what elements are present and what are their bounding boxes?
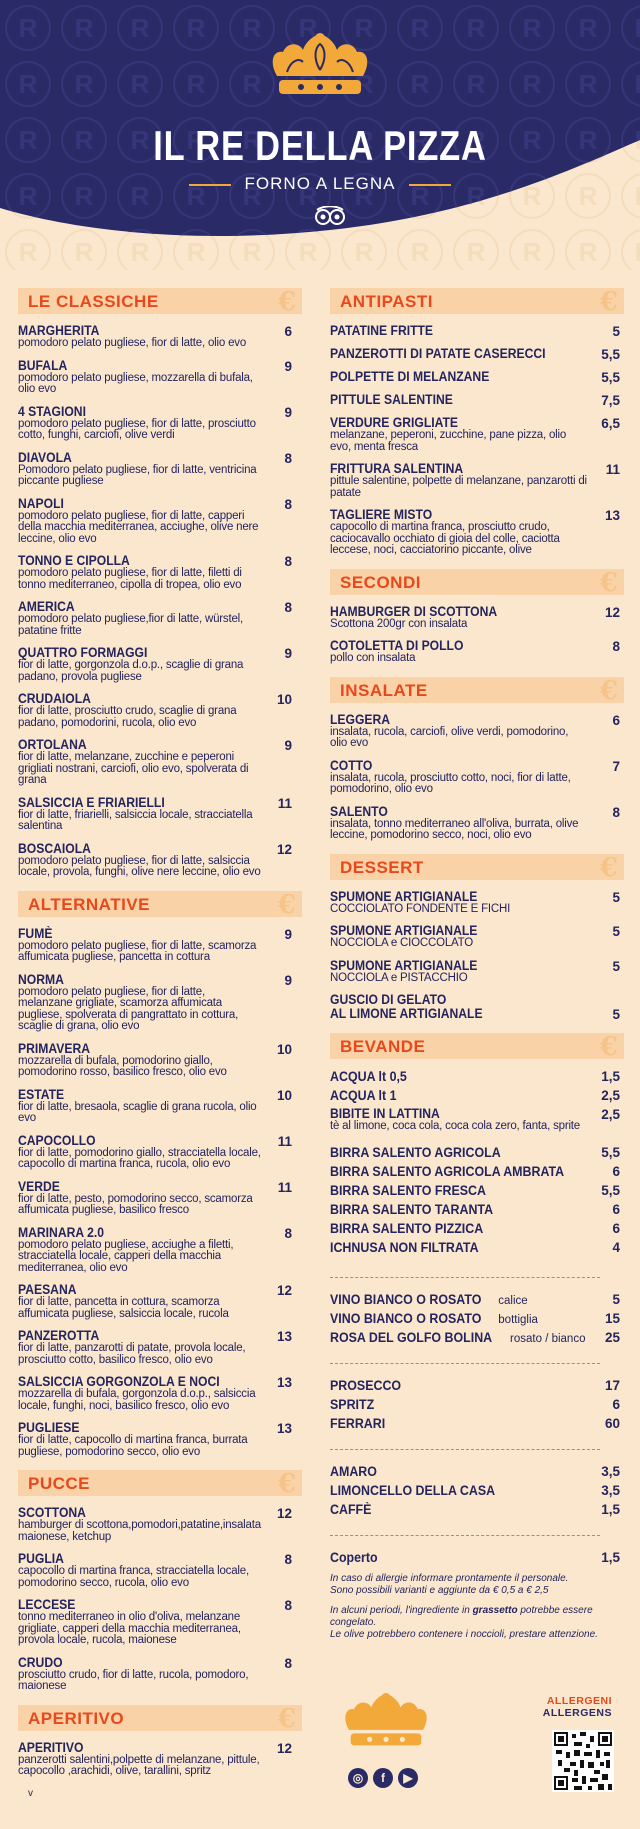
divider <box>330 1535 600 1536</box>
menu-section <box>18 288 302 879</box>
section-title: INSALATE <box>340 680 428 700</box>
item-price: 5,5 <box>601 347 620 362</box>
item-name: PANZEROTTI DI PATATE CASERECCI <box>330 346 546 361</box>
section-title: ANTIPASTI <box>340 292 433 311</box>
row-price: 60 <box>604 1415 620 1431</box>
menu-row <box>330 1397 624 1416</box>
brand-title: IL RE DELLA PIZZA <box>153 122 487 169</box>
row-price: 5 <box>612 1291 620 1307</box>
item-name: COTTO <box>330 757 373 773</box>
crown-logo <box>265 32 375 104</box>
item-price: 8 <box>284 450 292 466</box>
item-description: insalata, tonno mediterraneo all'oliva, burrata, olive leccine, pomodorino secco, noci, olio evo <box>330 817 579 841</box>
item-description: fior di latte, prosciutto crudo, scaglie di grana padano, pomodorini, rucola, olio evo <box>18 705 237 729</box>
menu-item <box>330 713 624 750</box>
menu-item <box>18 1226 302 1275</box>
item-name: BIBITE IN LATTINA <box>330 1106 440 1121</box>
item-name: ESTATE <box>18 1086 65 1102</box>
item-name: QUATTRO FORMAGGI <box>18 645 148 660</box>
menu-item <box>18 796 302 833</box>
item-price: 5 <box>612 958 620 974</box>
item-name: SALSICCIA E FRIARIELLI <box>18 794 165 810</box>
euro-icon: € <box>599 567 618 598</box>
item-name: LECCESE <box>18 1597 76 1612</box>
menu-item <box>330 324 624 338</box>
menu-section <box>330 854 624 1022</box>
item-name: MARGHERITA <box>18 323 100 338</box>
row-name: ROSA DEL GOLFO BOLINA <box>330 1329 493 1345</box>
menu-item <box>18 324 302 350</box>
item-description: COCCIOLATO FONDENTE E FICHI <box>330 902 511 915</box>
menu-item <box>330 416 624 453</box>
item-description: prosciutto crudo, fior di latte, rucola, pomodoro, maionese <box>18 1668 249 1692</box>
menu-row <box>330 1464 624 1483</box>
item-price: 8 <box>284 496 292 512</box>
row-name: LIMONCELLO DELLA CASA <box>330 1482 496 1498</box>
row-price: 17 <box>604 1377 620 1393</box>
menu-item <box>330 347 624 361</box>
row-price: 6 <box>612 1163 620 1179</box>
item-name-line2: AL LIMONE ARTIGIANALE <box>330 1006 483 1021</box>
version-label: v <box>28 1788 33 1799</box>
item-name: LEGGERA <box>330 711 391 727</box>
row-name: BIRRA SALENTO AGRICOLA <box>330 1144 501 1160</box>
euro-icon: € <box>599 287 618 317</box>
menu-row <box>330 1145 624 1164</box>
qr-code-icon[interactable] <box>552 1730 614 1792</box>
menu-item <box>18 1042 302 1079</box>
row-price: 6 <box>612 1396 620 1412</box>
section-header <box>18 1469 302 1499</box>
item-price: 10 <box>276 1087 292 1103</box>
item-description: mozzarella di bufala, pomodorino giallo, pomodorino rosso, basilico fresco, olio evo <box>18 1054 227 1078</box>
divider <box>330 1449 600 1450</box>
menu-section <box>18 1470 302 1693</box>
item-description: capocollo di martina franca, stracciatella locale, pomodorino secco, rucola, olio evo <box>18 1565 249 1589</box>
row-name: BIRRA SALENTO PIZZICA <box>330 1220 484 1236</box>
euro-icon: € <box>277 889 296 920</box>
menu-item <box>18 451 302 488</box>
row-name: BIRRA SALENTO FRESCA <box>330 1182 486 1198</box>
item-description: NOCCIOLA e CIOCCOLATO <box>330 937 473 949</box>
section-title: DESSERT <box>340 857 424 877</box>
item-price: 8 <box>284 600 292 615</box>
item-price: 9 <box>284 404 292 420</box>
item-price: 11 <box>605 462 620 477</box>
menu-item <box>18 692 302 729</box>
menu-item <box>330 890 624 916</box>
item-name: PUGLIESE <box>18 1420 80 1435</box>
item-description: fior di latte, bresaola, scaglie di grana rucola, olio evo <box>18 1100 257 1124</box>
row-name: FERRARI <box>330 1415 386 1431</box>
menu-item <box>330 462 624 499</box>
item-name: FRITTURA SALENTINA <box>330 461 464 476</box>
item-name: VERDURE GRIGLIATE <box>330 415 459 430</box>
divider <box>330 1363 600 1364</box>
menu-row <box>330 1202 624 1221</box>
section-header <box>330 567 624 598</box>
row-name: VINO BIANCO O ROSATO <box>330 1310 482 1326</box>
menu-item <box>18 1329 302 1366</box>
item-name: PANZEROTTA <box>18 1328 100 1343</box>
menu-row <box>330 1311 624 1330</box>
item-name: PITTULE SALENTINE <box>330 392 453 407</box>
section-title: BEVANDE <box>340 1037 426 1056</box>
section-title: PUCCE <box>28 1474 91 1493</box>
menu-item <box>330 393 624 407</box>
euro-icon: € <box>277 1703 296 1734</box>
section-header <box>330 1032 624 1062</box>
row-name: SPRITZ <box>330 1396 375 1412</box>
allergeni-label: ALLERGENI ALLERGENS <box>542 1695 612 1719</box>
item-price: 12 <box>276 1283 292 1298</box>
item-description: fior di latte, capocollo di martina franca, burrata pugliese, pomodorino secco, olio evo <box>18 1434 248 1458</box>
item-price: 5 <box>612 324 620 339</box>
item-name: POLPETTE DI MELANZANE <box>330 369 490 384</box>
menu-row: ACQUA lt 1 2,5 <box>330 1088 620 1103</box>
social-links <box>348 1768 418 1788</box>
item-price: 8 <box>284 1598 292 1613</box>
item-price: 6,5 <box>601 416 620 431</box>
item-price: 12 <box>276 841 292 857</box>
euro-icon: € <box>599 852 618 883</box>
row-name: VINO BIANCO O ROSATO <box>330 1291 482 1307</box>
menu-item <box>330 924 624 950</box>
item-price: 13 <box>276 1421 292 1436</box>
menu-item <box>18 738 302 787</box>
menu-item <box>18 1421 302 1458</box>
row-name: CAFFÈ <box>330 1501 372 1517</box>
item-description: pomodoro pelato pugliese, fior di latte, melanzane grigliate, scamorza affumicata pugliese, spolverata di pangrattato in cottura, scaglie di grana, olio evo <box>18 985 239 1032</box>
item-price: 6 <box>612 712 620 728</box>
item-name: SALENTO <box>330 803 388 819</box>
section-header <box>18 889 302 920</box>
item-price: 8 <box>284 554 292 569</box>
tripadvisor-icon[interactable] <box>314 206 346 226</box>
item-price: 11 <box>277 1179 292 1195</box>
row-price: 6 <box>612 1201 620 1217</box>
item-name: SPUMONE ARTIGIANALE <box>330 957 478 973</box>
row-name: ICHNUSA NON FILTRATA <box>330 1239 479 1255</box>
bevande-section <box>330 1033 624 1641</box>
item-description: NOCCIOLA e PISTACCHIO <box>330 971 468 984</box>
row-name: BIRRA SALENTO TARANTA <box>330 1201 494 1217</box>
menu-item <box>18 646 302 683</box>
menu-item <box>18 405 302 442</box>
menu-item <box>18 842 302 879</box>
item-price: 12 <box>276 1740 292 1756</box>
item-price: 7 <box>612 758 620 774</box>
item-name: CAPOCOLLO <box>18 1132 96 1148</box>
item-description: capocollo di martina franca, prosciutto crudo, caciocavallo occhiato di gioia del colle, caciotta leccese, noci, cacciatorino piccante, olive <box>330 521 560 556</box>
item-name: CRUDAIOLA <box>18 691 91 706</box>
item-name: PRIMAVERA <box>18 1040 91 1056</box>
menu-item <box>330 959 624 985</box>
item-description: pomodoro pelato pugliese, mozzarella di bufala, olio evo <box>18 371 253 395</box>
row-note: rosato / bianco <box>510 1332 586 1345</box>
item-name: TONNO E CIPOLLA <box>18 553 130 568</box>
left-column <box>18 288 302 1790</box>
divider <box>330 1277 600 1278</box>
menu-item <box>18 1180 302 1217</box>
item-price: 5 <box>612 924 620 939</box>
menu-item <box>18 1088 302 1125</box>
item-name: VERDE <box>18 1178 60 1194</box>
menu-row: ACQUA lt 0,5 1,5 <box>330 1069 620 1084</box>
item-description: pomodoro pelato pugliese, fior di latte, salsiccia locale, provola, funghi, olive nere leccine, olio evo <box>18 854 261 878</box>
item-name: GUSCIO DI GELATO <box>330 992 447 1007</box>
item-name: COTOLETTA DI POLLO <box>330 638 464 653</box>
item-price: 12 <box>276 1506 292 1521</box>
item-price: 10 <box>276 692 292 707</box>
item-price: 9 <box>284 358 292 374</box>
menu-item <box>330 605 624 631</box>
item-name: SPUMONE ARTIGIANALE <box>330 923 478 938</box>
section-header <box>330 287 624 317</box>
header <box>0 0 640 270</box>
row-price: 15 <box>604 1310 620 1326</box>
item-description: fior di latte, friarielli, salsiccia locale, stracciatella salentina <box>18 808 253 832</box>
item-description: pomodoro pelato pugliese, fior di latte, filetti di tonno mediterraneo, cipolla di tropea, olio evo <box>18 567 242 591</box>
item-name: NORMA <box>18 971 64 987</box>
item-name: TAGLIERE MISTO <box>330 507 433 522</box>
section-header <box>18 287 302 317</box>
item-description: insalata, rucola, carciofi, olive verdi, pomodorino, olio evo <box>330 725 569 749</box>
row-note: bottiglia <box>498 1313 538 1326</box>
menu-row <box>330 1330 624 1349</box>
menu-row <box>330 1378 624 1397</box>
menu-item <box>18 359 302 396</box>
item-name: APERITIVO <box>18 1739 84 1755</box>
item-name: BOSCAIOLA <box>18 840 91 856</box>
item-description: pomodoro pelato pugliese,fior di latte, würstel, patatine fritte <box>18 613 244 637</box>
menu-row <box>330 1164 624 1183</box>
item-price: 8 <box>612 804 620 820</box>
section-title: LE CLASSICHE <box>28 292 159 311</box>
item-name: SPUMONE ARTIGIANALE <box>330 888 478 904</box>
menu-item <box>18 1598 302 1647</box>
item-description: tè al limone, coca cola, coca cola zero, fanta, sprite <box>330 1120 580 1132</box>
row-name: AMARO <box>330 1463 377 1479</box>
item-price: 13 <box>276 1329 292 1344</box>
item-name: BUFALA <box>18 357 68 373</box>
menu-item <box>330 508 624 557</box>
menu-item <box>330 1107 624 1133</box>
item-description: pomodoro pelato pugliese, fior di latte, prosciutto cotto, funghi, carciofi, olive verdi <box>18 417 256 441</box>
row-price: 5,5 <box>601 1144 620 1160</box>
item-description: fior di latte, gorgonzola d.o.p., scaglie di grana padano, provola pugliese <box>18 659 244 683</box>
menu-section <box>18 891 302 1459</box>
item-price: 5 <box>612 889 620 905</box>
item-description: fior di latte, pesto, pomodorino secco, scamorza affumicata pugliese, basilico fresco <box>18 1192 253 1216</box>
section-header <box>330 675 624 706</box>
menu-item <box>18 1506 302 1543</box>
item-price: 7,5 <box>601 393 620 408</box>
item-name: CRUDO <box>18 1654 63 1670</box>
euro-icon: € <box>599 675 618 706</box>
item-description: fior di latte, pancetta in cottura, scamorza affumicata pugliese, salsiccia locale, rucola <box>18 1296 229 1320</box>
row-name: PROSECCO <box>330 1377 402 1393</box>
menu-row <box>330 1292 624 1311</box>
item-description: mozzarella di bufala, gorgonzola d.o.p., salsiccia locale, funghi, noci, basilico fresco, olio evo <box>18 1388 256 1412</box>
euro-icon: € <box>599 1032 618 1062</box>
facebook-icon[interactable]: f <box>373 1768 393 1788</box>
item-name: SCOTTONA <box>18 1505 86 1520</box>
row-price: 4 <box>612 1239 620 1255</box>
item-name: PUGLIA <box>18 1551 64 1566</box>
item-price: 10 <box>276 1041 292 1057</box>
instagram-icon[interactable]: ◎ <box>348 1768 368 1788</box>
item-description: pittule salentine, polpette di melanzane, panzarotti di patate <box>330 475 587 499</box>
youtube-icon[interactable]: ▶ <box>398 1768 418 1788</box>
item-price: 11 <box>277 795 292 811</box>
notes: In caso di allergie informare prontamente il personale. Sono possibili varianti e aggiunte da € 0,5 a € 2,5 In alcuni periodi, l'ingrediente in grassetto potrebbe essere congelato. Le olive potrebbero contenere i noccioli, prestare attenzione. <box>330 1572 598 1640</box>
item-name: MARINARA 2.0 <box>18 1224 104 1240</box>
menu-item <box>18 497 302 546</box>
item-price: 13 <box>604 508 620 523</box>
menu-section <box>18 1705 302 1778</box>
menu-item <box>18 1741 302 1778</box>
item-price: 6 <box>284 324 292 339</box>
item-description: insalata, rucola, prosciutto cotto, noci, fior di latte, pomodorino, olio evo <box>330 771 571 795</box>
item-price: 8 <box>284 1225 292 1241</box>
item-price: 8 <box>284 1552 292 1567</box>
item-name: SALSICCIA GORGONZOLA E NOCI <box>18 1374 220 1389</box>
item-name: 4 STAGIONI <box>18 403 86 419</box>
item-description: pomodoro pelato pugliese, fior di latte, scamorza affumicata pugliese, pancetta in cottura <box>18 939 257 963</box>
menu-section <box>330 677 624 842</box>
menu-row <box>330 1502 624 1521</box>
item-description: hamburger di scottona,pomodori,patatine,insalata maionese, ketchup <box>18 1519 261 1543</box>
menu-row <box>330 1240 624 1259</box>
item-name: DIAVOLA <box>18 449 72 465</box>
item-description: pollo con insalata <box>330 652 416 664</box>
menu-item <box>18 1134 302 1171</box>
item-description: pomodoro pelato pugliese, fior di latte, olio evo <box>18 337 247 349</box>
menu-item <box>18 1283 302 1320</box>
item-name: HAMBURGER DI SCOTTONA <box>330 603 498 619</box>
row-price: 1,5 <box>601 1501 620 1517</box>
coperto-row: Coperto 1,5 <box>330 1549 620 1565</box>
item-description: fior di latte, pomodorino giallo, stracciatella locale, capocollo di martina franca, rucola, olio evo <box>18 1146 261 1170</box>
euro-icon: € <box>277 287 296 317</box>
menu-section <box>330 569 624 665</box>
item-name: ORTOLANA <box>18 737 87 752</box>
menu-section <box>330 288 624 557</box>
item-description: melanzane, peperoni, zucchine, pane pizza, olio evo, menta fresca <box>330 429 567 453</box>
menu-item <box>330 639 624 665</box>
item-price: 5 <box>612 1007 620 1022</box>
item-price: 9 <box>284 972 292 988</box>
right-column <box>330 288 624 1641</box>
section-title: APERITIVO <box>28 1708 125 1728</box>
menu-row <box>330 1483 624 1502</box>
menu-row <box>330 1183 624 1202</box>
item-price: 8 <box>284 1655 292 1671</box>
item-price: 11 <box>277 1133 292 1149</box>
item-description: fior di latte, panzarotti di patate, provola locale, prosciutto cotto, basilico fresco, olio evo <box>18 1342 246 1366</box>
menu-item <box>18 554 302 591</box>
euro-icon: € <box>277 1469 296 1499</box>
row-price: 3,5 <box>601 1482 620 1498</box>
row-price: 5,5 <box>601 1182 620 1198</box>
section-header <box>18 1703 302 1734</box>
menu-row <box>330 1416 624 1435</box>
item-description: Scottona 200gr con insalata <box>330 617 468 630</box>
menu-item <box>18 927 302 964</box>
item-name: AMERICA <box>18 599 75 614</box>
menu-item <box>330 993 624 1021</box>
section-header <box>330 852 624 883</box>
row-price: 6 <box>612 1220 620 1236</box>
item-description: Pomodoro pelato pugliese, fior di latte, ventricina piccante pugliese <box>18 463 257 487</box>
item-price: 8 <box>612 639 620 654</box>
item-description: pomodoro pelato pugliese, fior di latte, capperi della macchia mediterranea, acciughe, olive nere leccine, olio evo <box>18 509 259 545</box>
item-description: pomodoro pelato pugliese, acciughe a filetti, stracciatella locale, capperi della macchia mediterranea, olio evo <box>18 1238 234 1274</box>
menu-item <box>18 1656 302 1693</box>
row-price: 25 <box>604 1329 620 1345</box>
row-price: 3,5 <box>601 1463 620 1479</box>
item-name: NAPOLI <box>18 495 64 511</box>
item-price: 2,5 <box>601 1107 620 1122</box>
menu-item <box>18 973 302 1033</box>
item-description: fior di latte, melanzane, zucchine e peperoni grigliati nostrani, carciofi, olio evo, spolverata di grana <box>18 751 249 786</box>
menu-item <box>18 600 302 637</box>
section-title: ALTERNATIVE <box>28 894 150 914</box>
row-name: BIRRA SALENTO AGRICOLA AMBRATA <box>330 1163 565 1179</box>
item-description: panzerotti salentini,polpette di melanzane, pittule, capocollo ,arachidi, olive, tarallini, spritz <box>18 1753 260 1777</box>
item-price: 9 <box>284 738 292 753</box>
item-name: PAESANA <box>18 1282 77 1297</box>
menu-item <box>18 1375 302 1412</box>
footer-crown-logo <box>338 1692 434 1754</box>
menu-item <box>330 370 624 384</box>
brand-subtitle: FORNO A LEGNA <box>231 174 410 194</box>
menu-item <box>330 805 624 842</box>
item-price: 9 <box>284 926 292 942</box>
item-price: 5,5 <box>601 370 620 385</box>
item-description: tonno mediterraneo in olio d'oliva, melanzane grigliate, capperi della macchia mediterranea, provola locale, rucola, maionese <box>18 1611 241 1646</box>
menu-item <box>330 759 624 796</box>
item-name: FUMÈ <box>18 925 53 941</box>
menu-item <box>18 1552 302 1589</box>
menu-row <box>330 1221 624 1240</box>
row-note: calice <box>498 1294 528 1307</box>
item-price: 12 <box>604 604 620 620</box>
section-title: SECONDI <box>340 572 421 592</box>
item-price: 9 <box>284 646 292 661</box>
item-name: PATATINE FRITTE <box>330 323 434 338</box>
item-price: 13 <box>276 1375 292 1390</box>
